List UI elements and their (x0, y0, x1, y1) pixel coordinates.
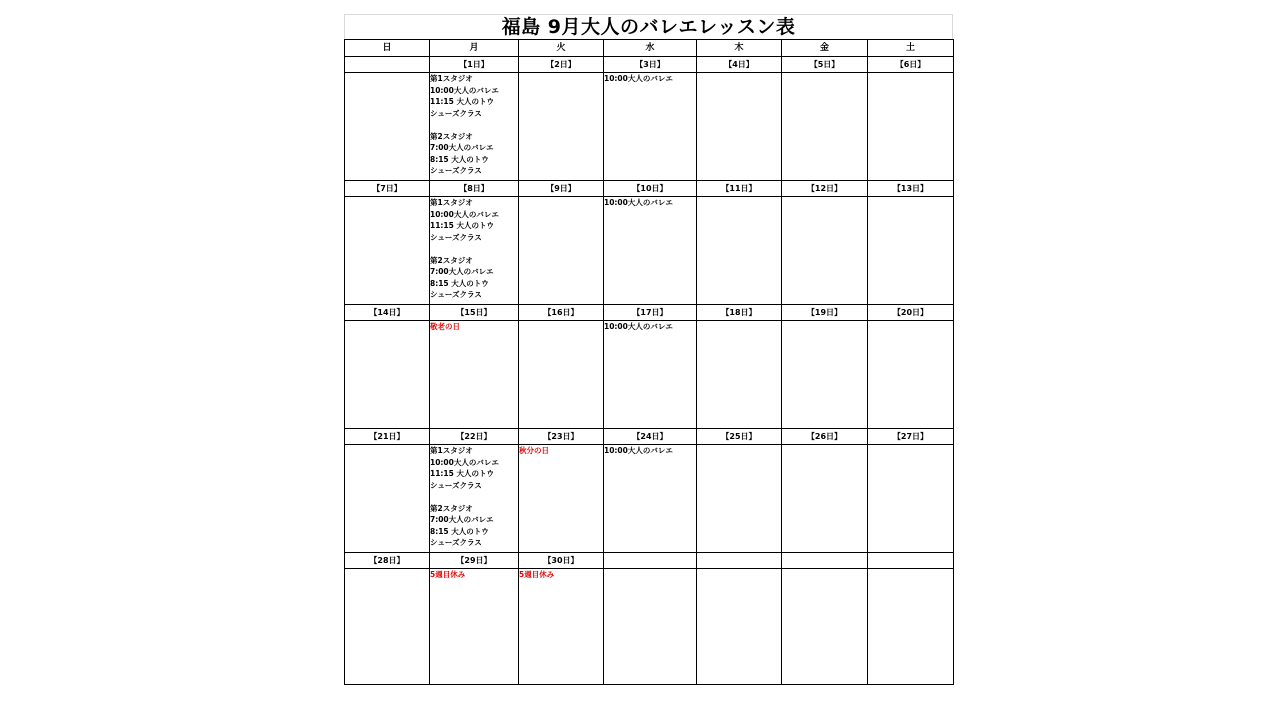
lesson-entry: 10:00大人のバレエ (430, 85, 499, 95)
date-cell: 【11日】 (697, 181, 782, 197)
date-cell: 【1日】 (430, 57, 519, 73)
date-cell: 【7日】 (345, 181, 430, 197)
calendar-table (344, 39, 954, 685)
lesson-row (345, 73, 954, 181)
lesson-cell (519, 197, 604, 305)
lesson-entry: 第1スタジオ (430, 74, 473, 83)
holiday-note: 5週目休み (430, 570, 466, 579)
lesson-entry: シューズクラス (430, 290, 482, 299)
lesson-cell (519, 569, 604, 685)
date-row (345, 181, 954, 197)
date-cell: 【9日】 (519, 181, 604, 197)
lesson-entry: 11:15 大人のトウ (430, 221, 494, 230)
lesson-cell (430, 197, 519, 305)
lesson-cell (345, 73, 430, 181)
date-cell: 【24日】 (604, 429, 697, 445)
weekday-tue: 火 (519, 40, 604, 57)
lesson-entry: 8:15 大人のトウ (430, 526, 489, 536)
weekday-mon: 月 (430, 40, 519, 57)
lesson-entry: 10:00大人のバレエ (604, 322, 673, 331)
lesson-cell (868, 569, 954, 685)
date-cell: 【15日】 (430, 305, 519, 321)
lesson-row (345, 569, 954, 685)
lesson-cell (782, 197, 868, 305)
lesson-cell (430, 445, 519, 553)
lesson-cell (519, 445, 604, 553)
lesson-cell (697, 569, 782, 685)
lesson-cell (868, 445, 954, 553)
schedule-sheet (344, 14, 953, 685)
date-cell: 【23日】 (519, 429, 604, 445)
lesson-entry: シューズクラス (430, 166, 482, 175)
date-cell: 【8日】 (430, 181, 519, 197)
lesson-cell (519, 321, 604, 429)
lesson-row (345, 197, 954, 305)
lesson-cell (604, 321, 697, 429)
lesson-entry: 第1スタジオ (430, 198, 473, 207)
date-cell: 【16日】 (519, 305, 604, 321)
lesson-entry: 11:15 大人のトウ (430, 469, 494, 478)
holiday-note: 5週目休み (519, 570, 555, 579)
date-cell: 【22日】 (430, 429, 519, 445)
lesson-cell (868, 73, 954, 181)
lesson-entry: 8:15 大人のトウ (430, 278, 489, 288)
lesson-entry: 7:00大人のバレエ (430, 267, 494, 276)
date-cell: 【10日】 (604, 181, 697, 197)
lesson-entry: 11:15 大人のトウ (430, 97, 494, 106)
lesson-entry: 10:00大人のバレエ (604, 198, 673, 207)
date-cell (345, 57, 430, 73)
date-row (345, 553, 954, 569)
lesson-entry: 第2スタジオ (430, 503, 473, 513)
date-cell (868, 553, 954, 569)
lesson-entry: 第2スタジオ (430, 131, 473, 141)
lesson-cell (782, 321, 868, 429)
date-cell: 【27日】 (868, 429, 954, 445)
lesson-cell (604, 73, 697, 181)
weekday-fri: 金 (782, 40, 868, 57)
lesson-entry: 10:00大人のバレエ (604, 446, 673, 455)
lesson-entry: 10:00大人のバレエ (604, 74, 673, 83)
lesson-entry: 第2スタジオ (430, 255, 473, 265)
lesson-entry: シューズクラス (430, 480, 482, 490)
date-cell: 【26日】 (782, 429, 868, 445)
lesson-row (345, 445, 954, 553)
lesson-cell (782, 445, 868, 553)
lesson-cell (782, 73, 868, 181)
date-cell (697, 553, 782, 569)
date-cell: 【2日】 (519, 57, 604, 73)
lesson-entry: 8:15 大人のトウ (430, 154, 489, 164)
date-cell: 【28日】 (345, 553, 430, 569)
date-cell: 【20日】 (868, 305, 954, 321)
lesson-entry: シューズクラス (430, 538, 482, 547)
weekday-header-row (345, 40, 954, 57)
lesson-entry: シューズクラス (430, 108, 482, 118)
lesson-cell (868, 197, 954, 305)
holiday-note: 秋分の日 (519, 446, 549, 455)
date-cell: 【5日】 (782, 57, 868, 73)
date-cell: 【13日】 (868, 181, 954, 197)
date-cell: 【18日】 (697, 305, 782, 321)
date-cell: 【30日】 (519, 553, 604, 569)
lesson-cell (519, 73, 604, 181)
lesson-cell (345, 197, 430, 305)
date-cell: 【3日】 (604, 57, 697, 73)
weekday-sat: 土 (868, 40, 954, 57)
lesson-cell (345, 569, 430, 685)
holiday-note: 敬老の日 (430, 322, 460, 331)
lesson-cell (430, 321, 519, 429)
date-row (345, 429, 954, 445)
date-cell (782, 553, 868, 569)
date-row (345, 305, 954, 321)
date-cell: 【17日】 (604, 305, 697, 321)
lesson-cell (430, 569, 519, 685)
lesson-cell (430, 73, 519, 181)
weekday-thu: 木 (697, 40, 782, 57)
lesson-entry: 第1スタジオ (430, 446, 473, 455)
lesson-cell (868, 321, 954, 429)
date-cell: 【29日】 (430, 553, 519, 569)
date-cell: 【21日】 (345, 429, 430, 445)
date-cell: 【12日】 (782, 181, 868, 197)
lesson-cell (697, 197, 782, 305)
lesson-entry: 7:00大人のバレエ (430, 515, 494, 524)
lesson-row (345, 321, 954, 429)
date-cell: 【4日】 (697, 57, 782, 73)
lesson-entry: シューズクラス (430, 232, 482, 242)
date-cell: 【19日】 (782, 305, 868, 321)
page-title: 福島 9月大人のバレエレッスン表 (344, 14, 953, 39)
weekday-sun: 日 (345, 40, 430, 57)
lesson-cell (604, 197, 697, 305)
date-cell: 【25日】 (697, 429, 782, 445)
lesson-cell (697, 73, 782, 181)
lesson-cell (782, 569, 868, 685)
lesson-cell (604, 569, 697, 685)
date-cell: 【14日】 (345, 305, 430, 321)
lesson-entry: 10:00大人のバレエ (430, 209, 499, 219)
date-cell (604, 553, 697, 569)
date-cell: 【6日】 (868, 57, 954, 73)
weekday-wed: 水 (604, 40, 697, 57)
lesson-entry: 7:00大人のバレエ (430, 143, 494, 152)
lesson-entry: 10:00大人のバレエ (430, 457, 499, 467)
lesson-cell (345, 445, 430, 553)
lesson-cell (697, 321, 782, 429)
lesson-cell (345, 321, 430, 429)
date-row (345, 57, 954, 73)
lesson-cell (697, 445, 782, 553)
lesson-cell (604, 445, 697, 553)
